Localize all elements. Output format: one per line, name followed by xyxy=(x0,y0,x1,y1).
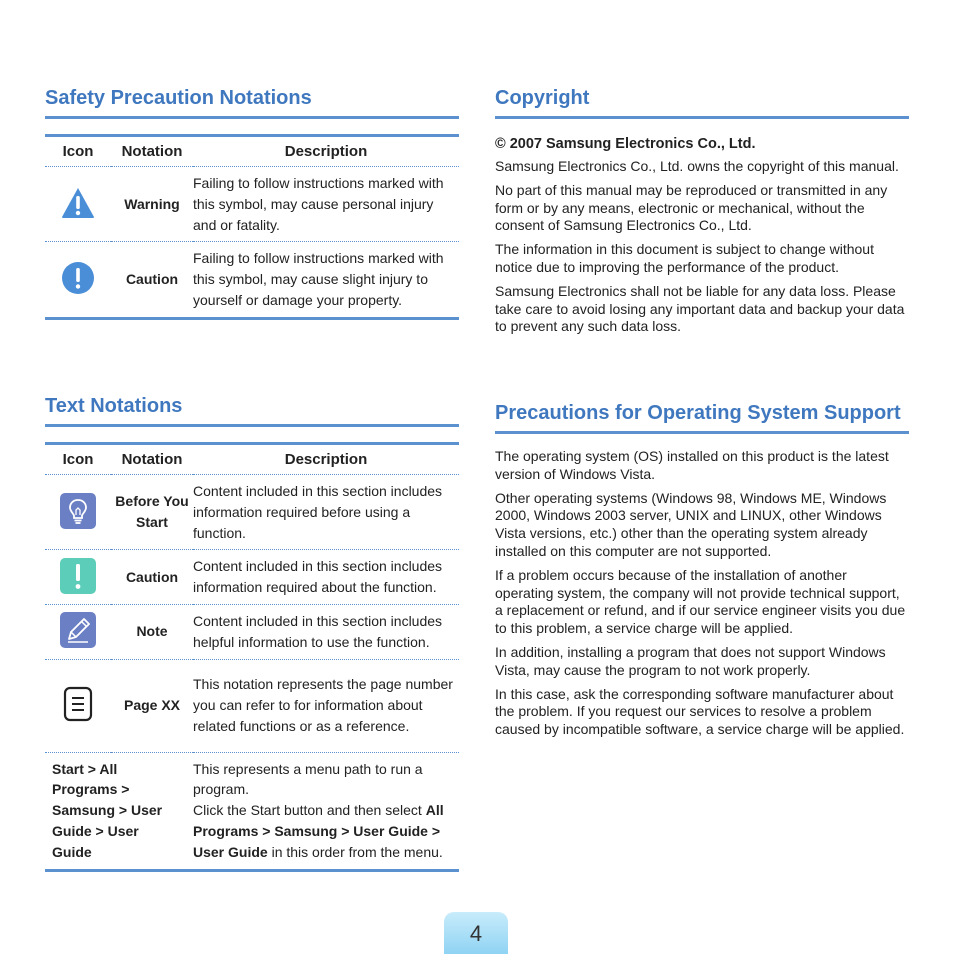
notation-warning: Warning xyxy=(111,167,193,242)
page-icon xyxy=(63,686,93,722)
exclamation-icon xyxy=(60,558,96,594)
copyright-paragraph: The information in this document is subject to change without notice due to improving the performance of the product. xyxy=(495,241,874,275)
safety-section xyxy=(45,87,459,320)
notation-note: Note xyxy=(111,604,193,659)
description-page-xx: This notation represents the page number you can refer to for information about related functions or as a reference. xyxy=(193,659,459,752)
header-notation: Notation xyxy=(111,136,193,167)
pencil-icon xyxy=(60,612,96,648)
header-description: Description xyxy=(193,136,459,167)
copyright-title: Copyright xyxy=(495,87,909,119)
caution-circle-icon xyxy=(61,261,95,295)
os-support-title: Precautions for Operating System Support xyxy=(495,402,909,434)
os-support-paragraph: In this case, ask the corresponding software manufacturer about the problem. If you request our services to resolve a problem caused by incompatible software, a service charge will be applied. xyxy=(495,685,905,738)
description-warning: Failing to follow instructions marked with this symbol, may cause personal injury and or fatality. xyxy=(193,167,459,242)
table-row xyxy=(45,550,459,605)
table-header-row xyxy=(45,444,459,475)
header-description: Description xyxy=(193,444,459,475)
header-notation: Notation xyxy=(111,444,193,475)
menu-desc-line1: This represents a menu path to run a program. xyxy=(193,760,423,798)
table-row xyxy=(45,604,459,659)
os-support-paragraph: The operating system (OS) installed on this product is the latest version of Windows Vista. xyxy=(495,448,889,482)
table-row xyxy=(45,752,459,870)
copyright-section xyxy=(495,87,909,342)
menu-desc-bold: All Programs > Samsung > User Guide > User Guide xyxy=(193,802,444,860)
table-header-row xyxy=(45,136,459,167)
description-menu-path xyxy=(193,752,459,870)
header-icon: Icon xyxy=(45,136,111,167)
menu-desc-pre: Click the Start button and then select xyxy=(193,802,426,819)
os-support-paragraph: Other operating systems (Windows 98, Windows ME, Windows 2000, Windows 2003 server, UNIX and LINUX, other Windows Vista versions, etc.) other than the operating system already installed on this computer are not supported. xyxy=(495,489,887,559)
notation-page-xx: Page XX xyxy=(111,659,193,752)
copyright-paragraph: Samsung Electronics shall not be liable for any data loss. Please take care to avoid losing any important data and backup your data to prevent any such data loss. xyxy=(495,282,905,335)
copyright-paragraph: Samsung Electronics Co., Ltd. owns the copyright of this manual. xyxy=(495,158,899,174)
description-caution: Failing to follow instructions marked with this symbol, may cause slight injury to yourself or damage your property. xyxy=(193,250,444,308)
text-notations-title: Text Notations xyxy=(45,395,459,427)
lightbulb-icon xyxy=(60,493,96,529)
os-support-section xyxy=(495,402,909,745)
text-notations-section xyxy=(45,395,459,872)
text-notations-table xyxy=(45,442,459,872)
page-number: 4 xyxy=(444,912,508,954)
os-support-paragraph: In addition, installing a program that does not support Windows Vista, may cause the program to not work properly. xyxy=(495,643,886,678)
menu-desc-post: in this order from the menu. xyxy=(267,843,443,860)
notation-menu-path: Start > All Programs > Samsung > User Guide > User Guide xyxy=(52,760,163,860)
notation-caution: Caution xyxy=(111,550,193,605)
copyright-heading: © 2007 Samsung Electronics Co., Ltd. xyxy=(495,136,756,152)
table-row xyxy=(45,167,459,242)
header-icon: Icon xyxy=(45,444,111,475)
safety-table xyxy=(45,134,459,320)
description-before-you-start: Content included in this section includes information required before using a function. xyxy=(193,475,459,550)
copyright-paragraph: No part of this manual may be reproduced or transmitted in any form or by any means, electronic or mechanical, without the consent of Samsung Electronics Co., Ltd. xyxy=(495,181,888,234)
os-support-paragraph: If a problem occurs because of the installation of another operating system, the company will not provide technical support, a replacement or refund, and if our service engineer visits you due to this problem, a service charge will be applied. xyxy=(495,566,906,637)
notation-before-you-start: Before You Start xyxy=(111,475,193,550)
table-row xyxy=(45,475,459,550)
safety-title: Safety Precaution Notations xyxy=(45,87,459,119)
description-note: Content included in this section includes helpful information to use the function. xyxy=(193,604,459,659)
description-caution: Content included in this section includes information required about the function. xyxy=(193,550,459,605)
table-row xyxy=(45,242,459,318)
table-row xyxy=(45,659,459,752)
warning-triangle-icon xyxy=(61,187,95,219)
notation-caution: Caution xyxy=(125,271,179,288)
